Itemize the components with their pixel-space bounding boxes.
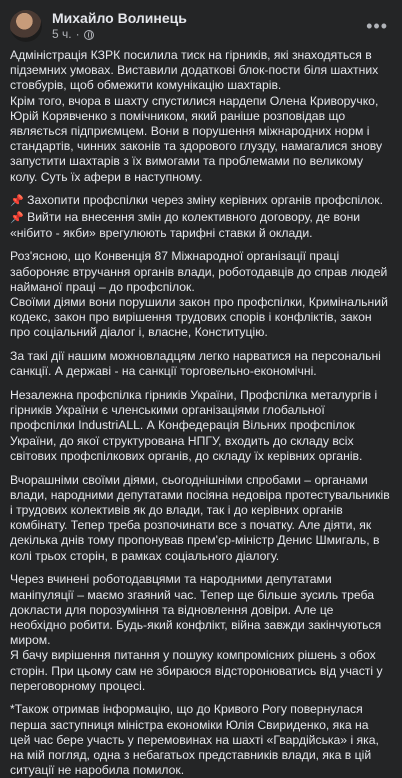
post-paragraph: Крім того, вчора в шахту спустилися нардепи Олена Криворучко, Юрій Корявченко з помічником, який раніше розповідав що являється підприємцем. Вони в порушення міжнародних норм і стандартів, чинних законів та здорового глузду, намагалися знову запустити шахтарів з їх вимогами та проблемами по великому колу. Суть їх афери в наступному. — [10, 93, 383, 184]
more-options-button[interactable] — [362, 16, 392, 37]
post-paragraph: Я бачу вирішення питання у пошуку компромісних рішень з обох сторін. При цьому сам не збираюся відсторонюватись від участі у переговорному процесі. — [10, 648, 383, 693]
author-name[interactable]: Михайло Волинець — [52, 10, 187, 26]
post-paragraph: За такі дії нашим можновладцям легко нарватися на персональні санкції. А державі - на санкції торговельно-економічні. — [10, 349, 381, 379]
post-paragraph: Через вчинені роботодавцями та народними депутатами маніпуляції – маємо згаяний час. Тепер ще більше зусиль треба докласти для порозуміння та відновлення довіри. Але це необхідно робити. Будь-який конфлікт, війна завжди закінчуються миром. — [10, 572, 382, 648]
post-paragraph: Своїми діями вони порушили закон про профспілки, Кримінальний кодекс, закон про вирішення трудових спорів і конфліктів, закон про соціальний діалог і, власне, Конституцію. — [10, 295, 388, 340]
pushpin-icon: 📌 — [10, 211, 24, 224]
post-paragraph: *Також отримав інформацію, що до Кривого Рогу повернулася перша заступниця міністра економіки Юлія Свириденко, яка на цей час бере участь у перемовинах на шахті «Гвардійська» і яка, на мій погляд, одна з небагатьох представників влади, яка в цій ситуації не наробила помилок. — [10, 702, 379, 778]
post-paragraph: Адміністрація КЗРК посилила тиск на гірників, які знаходяться в підземних умовах. Виставили додаткові блок-пости біля шахтних стовбурів, щоб обмежити комунікацію шахтарів. — [10, 48, 379, 93]
globe-icon[interactable] — [84, 30, 94, 40]
pushpin-icon: 📌 — [10, 195, 24, 208]
bullet-text: Вийти на внесення змін до колективного договору, де вони «нібито - якби» врегулюють тарифні ставки й оклади. — [10, 209, 361, 240]
bullet-text: Захопити профспілки через зміну керівних органів профспілок. — [27, 193, 384, 208]
post-paragraph: Вчорашніми своїми діями, сьогоднішніми спробами – органами влади, народними депутатами посіяна недовіра протестувальників і трудових колективів як до влади, так і до керівних органів комбінату. Тепер треба розпочинати все з початку. Але діяти, як декілька днів тому пропонував прем'єр-міністр Денис Шмигаль, в колі трьох сторін, в рамках соціального діалогу. — [10, 472, 390, 563]
post-body — [0, 44, 402, 778]
avatar[interactable] — [10, 10, 42, 42]
post-paragraph: Роз'ясною, що Конвенція 87 Міжнародної організації праці забороняє втручання органів влади, роботодавців до справ людей найманої праці – до профспілок. — [10, 249, 388, 294]
post-meta — [52, 10, 362, 42]
post-bullet — [10, 193, 392, 209]
more-horizontal-icon: ••• — [366, 15, 388, 36]
post-paragraph: Незалежна профспілка гірників України, Профспілка металургів і гірників України є членськими організаціями глобальної профспілки IndustriALL. А Конфедерація Вільних профспілок України, до якої структурована НПГУ, входить до складу всіх світових профспілкових органів, до складу їх керівних органів. — [10, 388, 378, 463]
post-time[interactable]: 5 ч. — [52, 27, 72, 41]
post-header — [0, 0, 402, 44]
post-bullet — [10, 210, 392, 241]
post-subline: 5 ч. · — [52, 27, 362, 42]
